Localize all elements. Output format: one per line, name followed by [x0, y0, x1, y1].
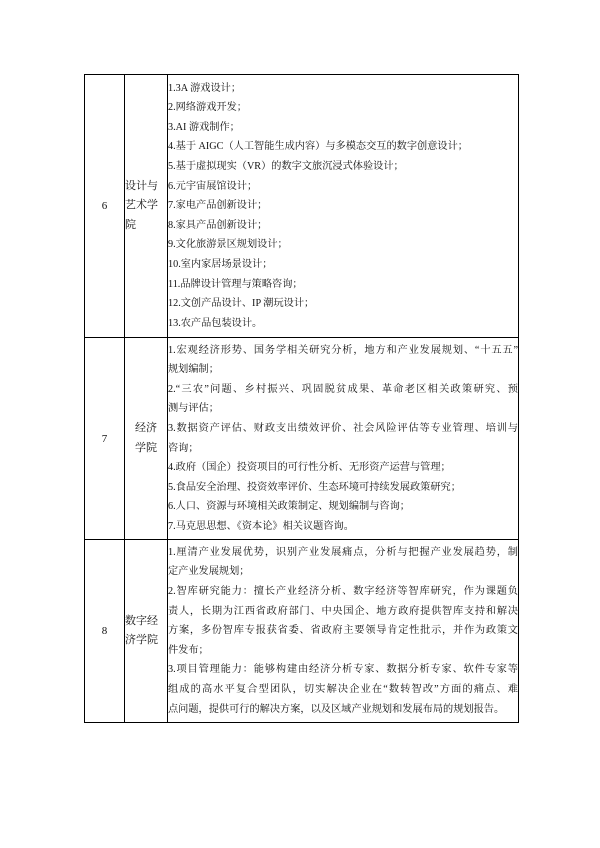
list-item-line: 2.“三农”问题、乡村振兴、巩固脱贫成果、革命老区相关政策研究、预 [168, 383, 518, 395]
list-item [168, 157, 518, 177]
list-item-line: 3.项目管理能力：能够构建由经济分析专家、数据分析专家、软件专家等 [168, 664, 518, 676]
list-item [168, 458, 518, 478]
list-item-line: 规划编制； [168, 364, 219, 376]
list-item-line: 6.人口、资源与环境相关政策制定、规划编制与咨询； [168, 501, 410, 513]
list-item-line: 7.马克思思想、《资本论》相关议题咨询。 [168, 520, 354, 532]
college-name-line: 院 [125, 218, 136, 231]
list-item-line: 点问题，提供可行的解决方案，以及区域产业规划和发展布局的规划报告。 [168, 703, 505, 715]
list-item-line: 4.政府（国企）投资项目的可行性分析、无形资产运营与管理； [168, 462, 451, 474]
list-item-line: 3.数据资产评估、财政支出绩效评价、社会风险评估等专业管理、培训与 [168, 422, 518, 434]
list-item-line: 8.家具产品创新设计； [168, 219, 268, 231]
college-name [125, 75, 168, 338]
list-item-line: 7.家电产品创新设计； [168, 200, 268, 212]
list-item-line: 5.食品安全治理、投资效率评价、生态环境可持续发展政策研究； [168, 481, 461, 493]
list-item [168, 314, 518, 334]
college-name-line: 数字经 [125, 614, 158, 627]
list-item [168, 216, 518, 236]
list-item [168, 137, 518, 157]
college-name-line: 学院 [135, 441, 157, 454]
list-item [168, 294, 518, 314]
list-item-line: 测与评估； [168, 403, 219, 415]
list-item-line: 2.网络游戏开发； [168, 102, 247, 114]
college-name-line: 艺术学 [125, 199, 158, 212]
list-item-line: 12.文创产品设计、IP 潮玩设计； [168, 298, 315, 310]
table-row [85, 75, 519, 338]
list-item [168, 497, 518, 517]
service-list [168, 338, 519, 540]
list-item [168, 118, 518, 138]
list-item [168, 543, 518, 582]
list-item [168, 341, 518, 380]
list-item-line: 件发布； [168, 644, 209, 656]
list-item-line: 方案，多份智库专报获省委、省政府主要领导肯定性批示，并作为政策文 [168, 625, 518, 637]
list-item-line: 咨询； [168, 442, 199, 454]
list-item [168, 177, 518, 197]
list-item-line: 5.基于虚拟现实（VR）的数字文旅沉浸式体验设计； [168, 161, 404, 173]
list-item-line: 组成的高水平复合型团队，切实解决企业在“数转智改”方面的痛点、难 [168, 683, 518, 695]
list-item [168, 419, 518, 458]
college-name-line: 济学院 [125, 634, 158, 646]
list-item [168, 582, 518, 660]
list-item-line: 责人，长期为江西省政府部门、中央国企、地方政府提供智库支持和解决 [168, 605, 518, 617]
list-item [168, 660, 518, 719]
list-item [168, 255, 518, 275]
service-table [84, 74, 519, 723]
list-item [168, 79, 518, 99]
list-item-line: 1.3A 游戏设计； [168, 82, 242, 94]
list-item-line: 13.农产品包装设计。 [168, 317, 263, 329]
list-item-line: 2.智库研究能力：擅长产业经济分析、数字经济等智库研究，作为课题负 [168, 586, 518, 598]
list-item [168, 275, 518, 295]
row-number: 8 [85, 540, 125, 723]
list-item-line: 9.文化旅游景区规划设计； [168, 239, 288, 251]
list-item [168, 478, 518, 498]
list-item [168, 196, 518, 216]
list-item-line: 4.基于 AIGC（人工智能生成内容）与多模态交互的数字创意设计； [168, 141, 468, 153]
list-item-line: 定产业发展规划； [168, 566, 250, 578]
list-item [168, 517, 518, 537]
college-name-line: 设计与 [125, 179, 158, 192]
list-item [168, 380, 518, 419]
list-item-line: 1.厘清产业发展优势，识别产业发展痛点，分析与把握产业发展趋势，制 [168, 546, 518, 558]
table-row [85, 338, 519, 540]
list-item-line: 3.AI 游戏制作； [168, 121, 240, 133]
list-item-line: 1.宏观经济形势、国务学相关研究分析，地方和产业发展规划、“十五五” [168, 344, 518, 356]
table-row [85, 540, 519, 723]
list-item [168, 98, 518, 118]
list-item [168, 235, 518, 255]
college-name [125, 338, 168, 540]
college-name [125, 540, 168, 723]
row-number: 6 [85, 75, 125, 338]
list-item-line: 10.室内家居场景设计； [168, 258, 273, 270]
list-item-line: 11.品牌设计管理与策略咨询； [168, 278, 303, 290]
college-name-line: 经济 [135, 422, 157, 434]
row-number: 7 [85, 338, 125, 540]
service-list [168, 540, 519, 723]
service-list [168, 75, 519, 338]
list-item-line: 6.元宇宙展馆设计； [168, 180, 258, 192]
